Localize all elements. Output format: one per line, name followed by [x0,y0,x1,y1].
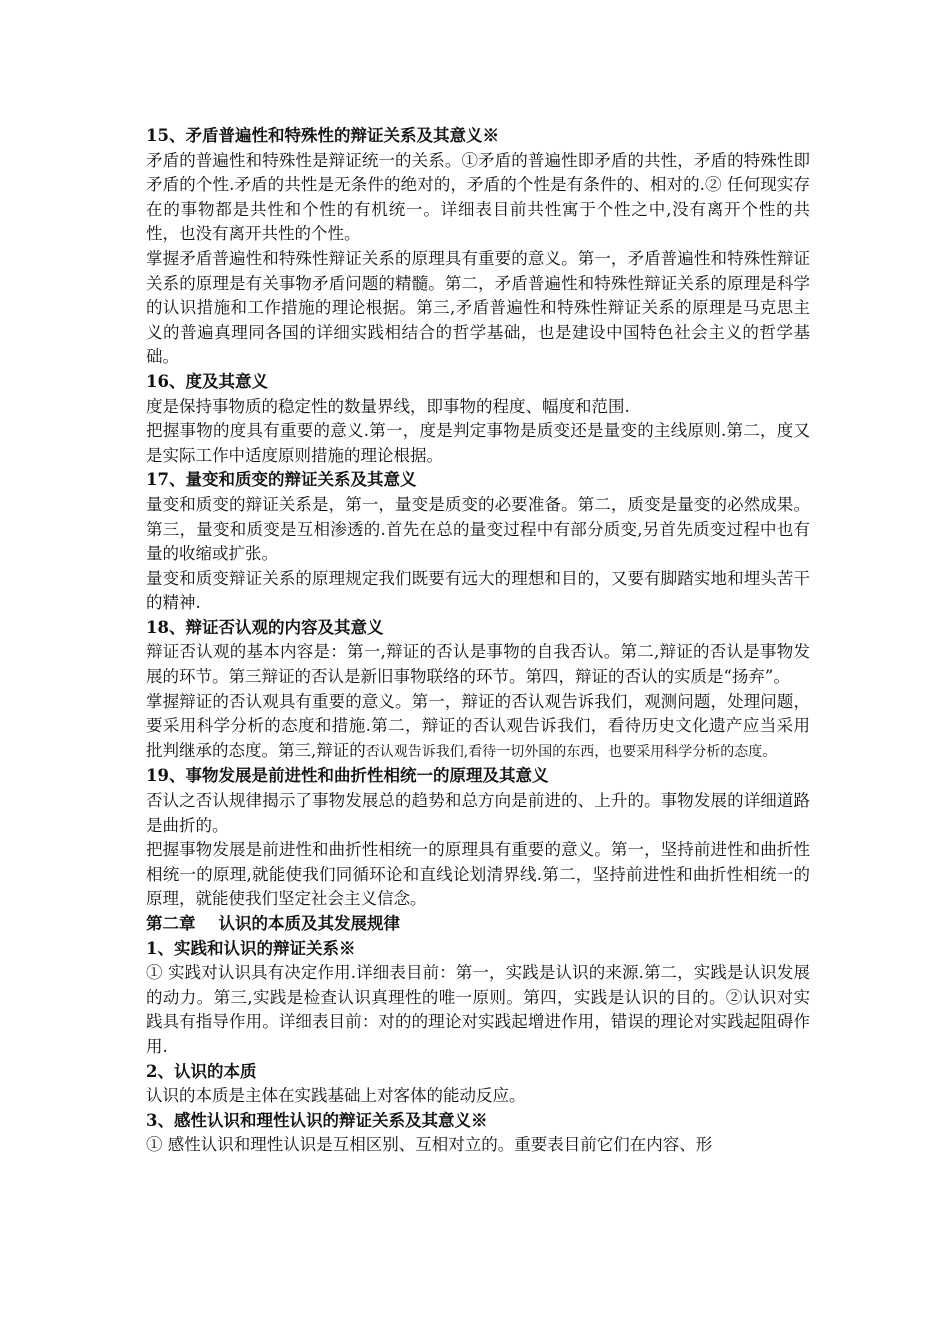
paragraph: 把握事物的度具有重要的意义.第一，度是判定事物是质变还是量变的主线原则.第二，度又是实际工作中适度原则措施的理论根据。 [146,421,810,465]
paragraph: 矛盾的普遍性和特殊性是辩证统一的关系。①矛盾的普遍性即矛盾的共性，矛盾的特殊性即矛盾的个性.矛盾的共性是无条件的绝对的，矛盾的个性是有条件的、相对的.② 任何现实存在的事物都是共性和个性的有机统一。详细表目前共性寓于个性之中,没有离开个性的共性，也没有离开共性的个性。 [146,150,810,244]
section-heading-15: 15、矛盾普遍性和特殊性的辩证关系及其意义※ [146,126,499,145]
paragraph: 否认之否认规律揭示了事物发展总的趋势和总方向是前进的、上升的。事物发展的详细道路是曲折的。 [146,791,810,835]
paragraph: 辩证否认观的基本内容是：第一,辩证的否认是事物的自我否认。第二,辩证的否认是事物发展的环节。第三辩证的否认是新旧事物联络的环节。第四，辩证的否认的实质是“扬弃”。 [146,642,810,687]
section-heading-16: 16、度及其意义 [146,371,268,391]
paragraph: 掌握矛盾普遍性和特殊性辩证关系的原理具有重要的意义。第一，矛盾普遍性和特殊性辩证关系的原理是有关事物矛盾问题的精髓。第二，矛盾普遍性和特殊性辩证关系的原理是科学的认识措施和工作措施的理论根据。第三,矛盾普遍性和特殊性辩证关系的原理是马克思主义的普遍真理同各国的详细实践相结合的哲学基础，也是建设中国特色社会主义的哲学基础。 [146,248,810,367]
paragraph-small-text: 否认观告诉我们,看待一切外国的东西，也要采用科学分析的态度。 [365,743,777,760]
section-heading-17: 17、量变和质变的辩证关系及其意义 [146,470,417,490]
section-heading-3: 3、感性认识和理性认识的辩证关系及其意义※ [146,1110,488,1130]
paragraph-main-text: 掌握辩证的否认观具有重要的意义。第一，辩证的否认观告诉我们，观测问题，处理问题，要采用科学分析的态度和措施.第二，辩证的否认观告诉我们，看待历史文化遗产应当采用批判继承的态度。第三,辩证的 [146,691,810,760]
paragraph: 认识的本质是主体在实践基础上对客体的能动反应。 [146,1086,526,1106]
section-heading-2: 2、认识的本质 [146,1061,257,1081]
section-heading-19: 19、事物发展是前进性和曲折性相统一的原理及其意义 [146,766,549,786]
chapter-heading: 第二章 认识的本质及其发展规律 [146,914,400,933]
paragraph: 度是保持事物质的稳定性的数量界线，即事物的程度、幅度和范围. [146,396,630,416]
paragraph: ① 感性认识和理性认识是互相区别、互相对立的。重要表目前它们在内容、形 [146,1135,713,1155]
document-page [146,124,810,1158]
paragraph: 量变和质变的辩证关系是，第一，量变是质变的必要准备。第二，质变是量变的必然成果。第三，量变和质变是互相渗透的.首先在总的量变过程中有部分质变,另首先质变过程中也有量的收缩或扩张。 [146,494,810,564]
paragraph: 量变和质变辩证关系的原理规定我们既要有远大的理想和目的，又要有脚踏实地和埋头苦干的精神. [146,568,810,613]
section-heading-1: 1、实践和认识的辩证关系※ [146,938,356,958]
paragraph [146,690,810,765]
section-heading-18: 18、辩证否认观的内容及其意义 [146,617,384,637]
paragraph: 把握事物发展是前进性和曲折性相统一的原理具有重要的意义。第一，坚持前进性和曲折性相统一的原理,就能使我们同循环论和直线论划清界线.第二，坚持前进性和曲折性相统一的原理，就能使我们坚定社会主义信念。 [146,840,810,909]
paragraph: ① 实践对认识具有决定作用.详细表目前：第一，实践是认识的来源.第二，实践是认识发展的动力。第三,实践是检查认识真理性的唯一原则。第四，实践是认识的目的。②认识对实践具有指导作用。详细表目前：对的的理论对实践起增进作用，错误的理论对实践起阻碍作用. [146,963,810,1056]
